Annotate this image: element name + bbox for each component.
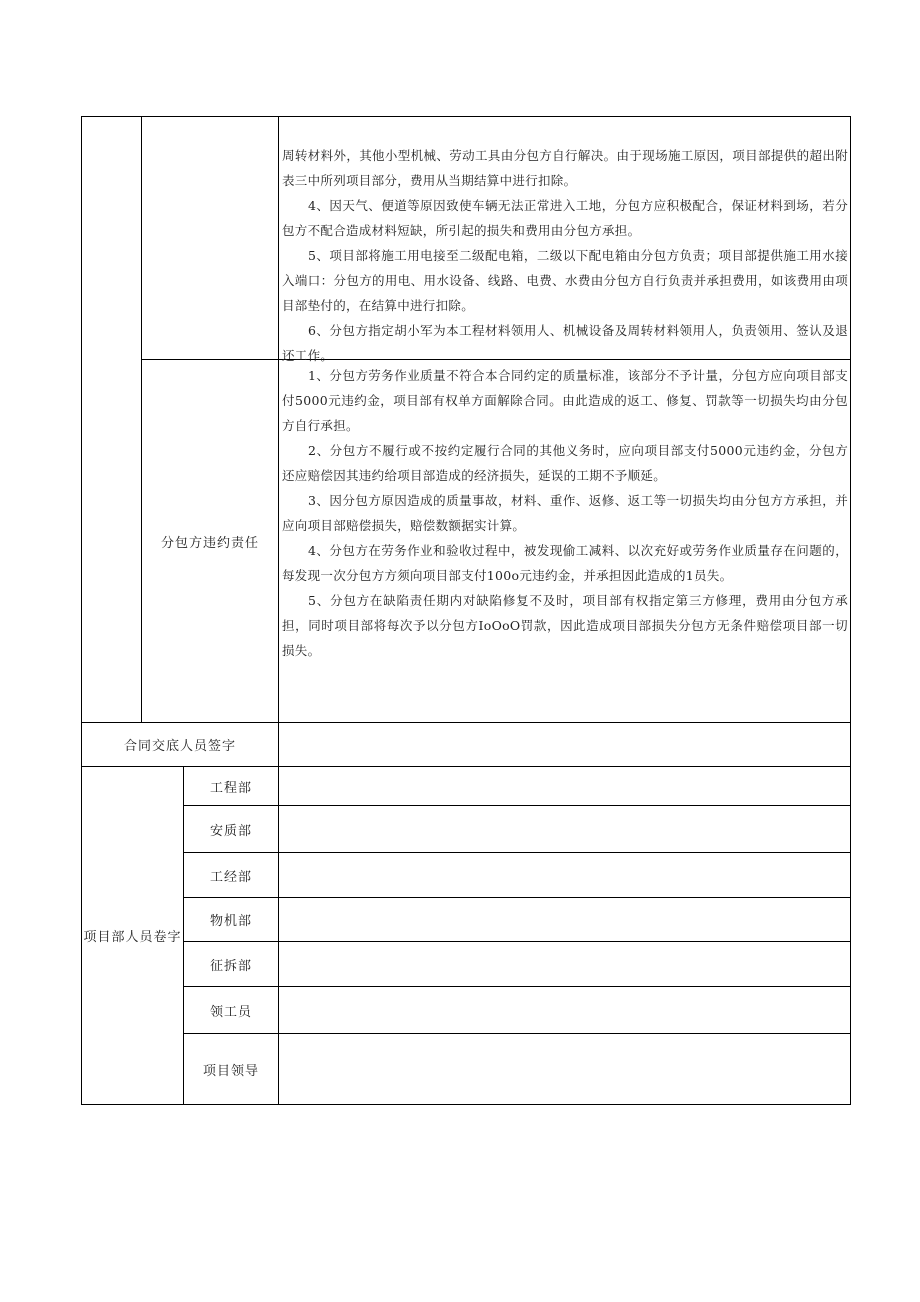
upper-paragraph-3: 5、项目部将施工用电接至二级配电箱，二级以下配电箱由分包方负责；项目部提供施工用水接入端口：分包方的用电、用水设备、线路、电费、水费由分包方自行负责并承担费用，如该费用由项目部垫付的，在结算中进行扣除。 [282, 248, 848, 313]
dept-land-acquisition: 征拆部 [209, 958, 252, 974]
upper-paragraph-1: 周转材料外，其他小型机械、劳动工具由分包方自行解决。由于现场施工原因，项目部提供的超出附表三中所列项目部分，费用从当期结算中进行扣除。 [282, 148, 848, 188]
contract-signature-label: 合同交底人员签字 [123, 739, 236, 754]
signature-field-materials-machinery[interactable] [279, 898, 850, 941]
dept-materials-machinery: 物机部 [209, 914, 252, 929]
upper-paragraph-2: 4、因天气、便道等原因致使车辆无法正常进入工地，分包方应积极配合，保证材料到场，若分包方不配合造成材料短缺，所引起的损失和费用由分包方承担。 [282, 198, 848, 238]
signature-field-land-acquisition[interactable] [279, 942, 850, 986]
signature-field-safety-quality[interactable] [279, 806, 850, 852]
breach-paragraph-4: 4、分包方在劳务作业和验收过程中，被发现偷工减料、以次充好或劳务作业质量存在问题的，每发现一次分包方方须向项目部支付100o元违约金，并承担因此造成的1员失。 [282, 543, 848, 583]
project-staff-label: 项目部人员卷字 [83, 930, 182, 945]
breach-section-label: 分包方违约责任 [160, 535, 259, 551]
table-bottom-border [81, 1104, 851, 1105]
upper-paragraph-4: 6、分包方指定胡小军为本工程材料领用人、机械设备及周转材料领用人，负责领用、签认及退还工作。 [282, 323, 848, 363]
table-right-border [850, 116, 851, 1105]
signature-field-engineering[interactable] [279, 767, 850, 805]
signature-field-foreman[interactable] [279, 987, 850, 1033]
breach-text-block [282, 363, 848, 663]
dept-economics: 工经部 [209, 869, 252, 885]
dept-project-leader: 项目领导 [202, 1063, 259, 1079]
contract-signature-field[interactable] [279, 723, 850, 766]
upper-text-block [282, 143, 848, 368]
breach-paragraph-5: 5、分包方在缺陷责任期内对缺陷修复不及时，项目部有权指定第三方修理，费用由分包方承担，同时项目部将每次予以分包方IoOoO罚款，因此造成项目部损失分包方无条件赔偿项目部一切损失。 [282, 593, 848, 658]
dept-foreman: 领工员 [209, 1004, 252, 1020]
table-top-border [81, 116, 851, 117]
breach-paragraph-2: 2、分包方不履行或不按约定履行合同的其他义务时，应向项目部支付5000元违约金，分包方还应赔偿因其违约给项目部造成的经济损失，延误的工期不予顺延。 [282, 443, 848, 483]
breach-paragraph-3: 3、因分包方原因造成的质量事故，材料、重作、返修、返工等一切损失均由分包方方承担，并应向项目部赔偿损失，赔偿数额据实计算。 [282, 493, 848, 533]
signature-field-project-leader[interactable] [279, 1034, 850, 1104]
breach-paragraph-1: 1、分包方劳务作业质量不符合本合同约定的质量标准，该部分不予计量，分包方应向项目部支付5000元违约金，项目部有权单方面解除合同。由此造成的返工、修复、罚款等一切损失均由分包方自行承担。 [282, 368, 848, 433]
dept-safety-quality: 安质部 [209, 823, 252, 839]
signature-field-economics[interactable] [279, 853, 850, 897]
dept-engineering: 工程部 [209, 780, 252, 796]
